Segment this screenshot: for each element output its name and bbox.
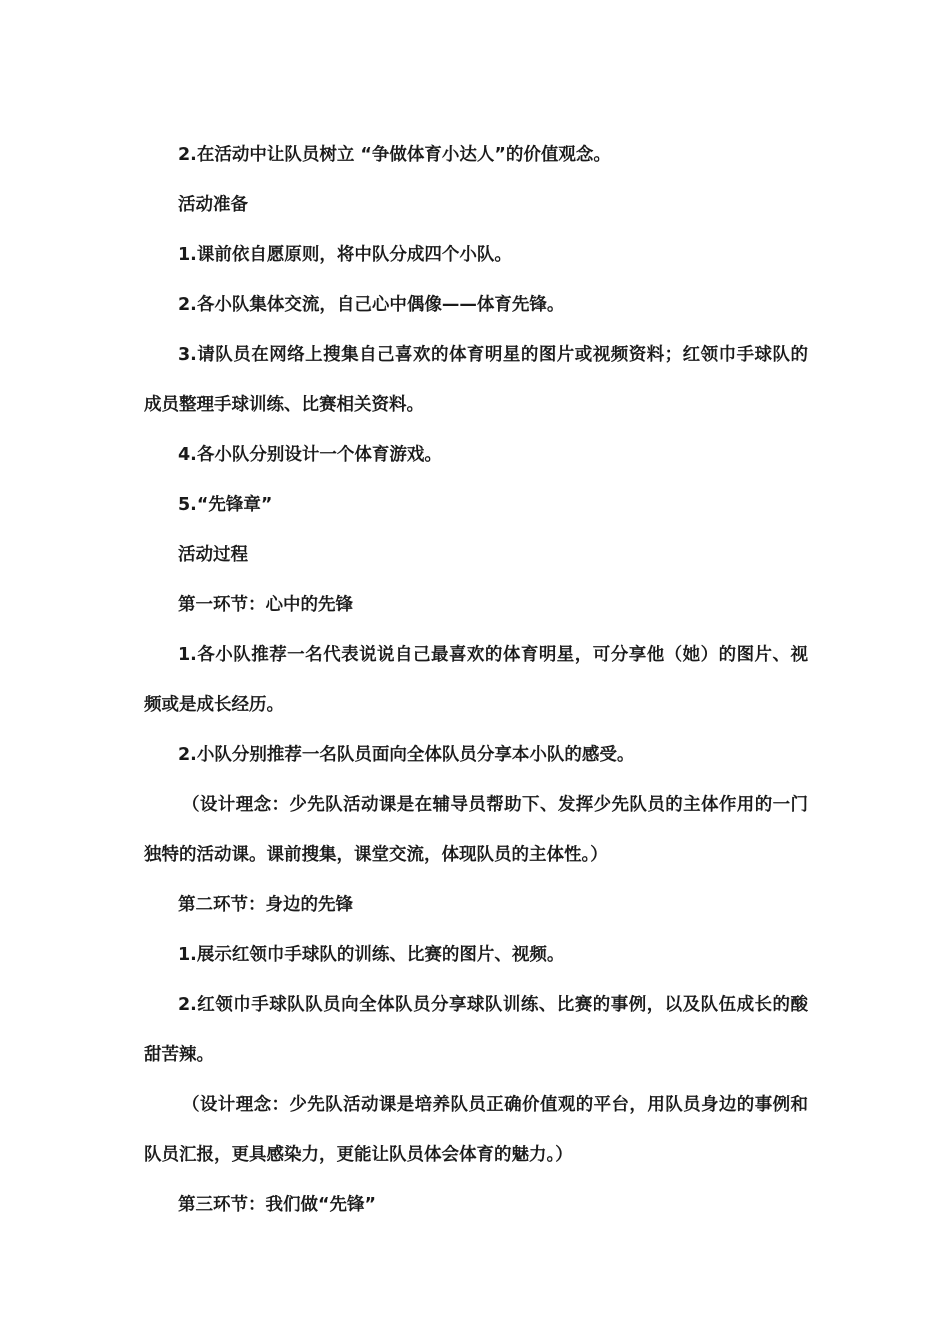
paragraph-section1-2: 2.小队分别推荐一名队员面向全体队员分享本小队的感受。 — [178, 745, 635, 765]
heading-section-3: 第三环节：我们做“先锋” — [178, 1195, 377, 1215]
paragraph-prep-5: 5.“先锋章” — [178, 495, 273, 515]
paragraph-section2-1: 1.展示红领巾手球队的训练、比赛的图片、视频。 — [178, 945, 565, 965]
paragraph-prep-2: 2.各小队集体交流，自己心中偶像——体育先锋。 — [178, 295, 565, 315]
heading-section-2: 第二环节：身边的先锋 — [178, 895, 353, 915]
heading-activity-preparation: 活动准备 — [178, 195, 248, 215]
paragraph-design-note-2: （设计理念：少先队活动课是培养队员正确价值观的平台，用队员身边的事例和队员汇报，更具感染力，更能让队员体会体育的魅力。） — [144, 1095, 808, 1165]
paragraph-section1-1: 1.各小队推荐一名代表说说自己最喜欢的体育明星，可分享他（她）的图片、视频或是成长经历。 — [144, 645, 808, 715]
paragraph-prep-3: 3.请队员在网络上搜集自己喜欢的体育明星的图片或视频资料；红领巾手球队的成员整理手球训练、比赛相关资料。 — [144, 345, 808, 415]
paragraph-goal-2: 2.在活动中让队员树立 “争做体育小达人”的价值观念。 — [178, 145, 611, 165]
paragraph-section2-2: 2.红领巾手球队队员向全体队员分享球队训练、比赛的事例，以及队伍成长的酸甜苦辣。 — [144, 995, 808, 1065]
paragraph-prep-1: 1.课前依自愿原则，将中队分成四个小队。 — [178, 245, 512, 265]
heading-activity-process: 活动过程 — [178, 545, 248, 565]
paragraph-prep-4: 4.各小队分别设计一个体育游戏。 — [178, 445, 442, 465]
paragraph-design-note-1: （设计理念：少先队活动课是在辅导员帮助下、发挥少先队员的主体作用的一门独特的活动课。课前搜集，课堂交流，体现队员的主体性。） — [144, 795, 808, 865]
document-body — [144, 130, 808, 1230]
heading-section-1: 第一环节：心中的先锋 — [178, 595, 353, 615]
